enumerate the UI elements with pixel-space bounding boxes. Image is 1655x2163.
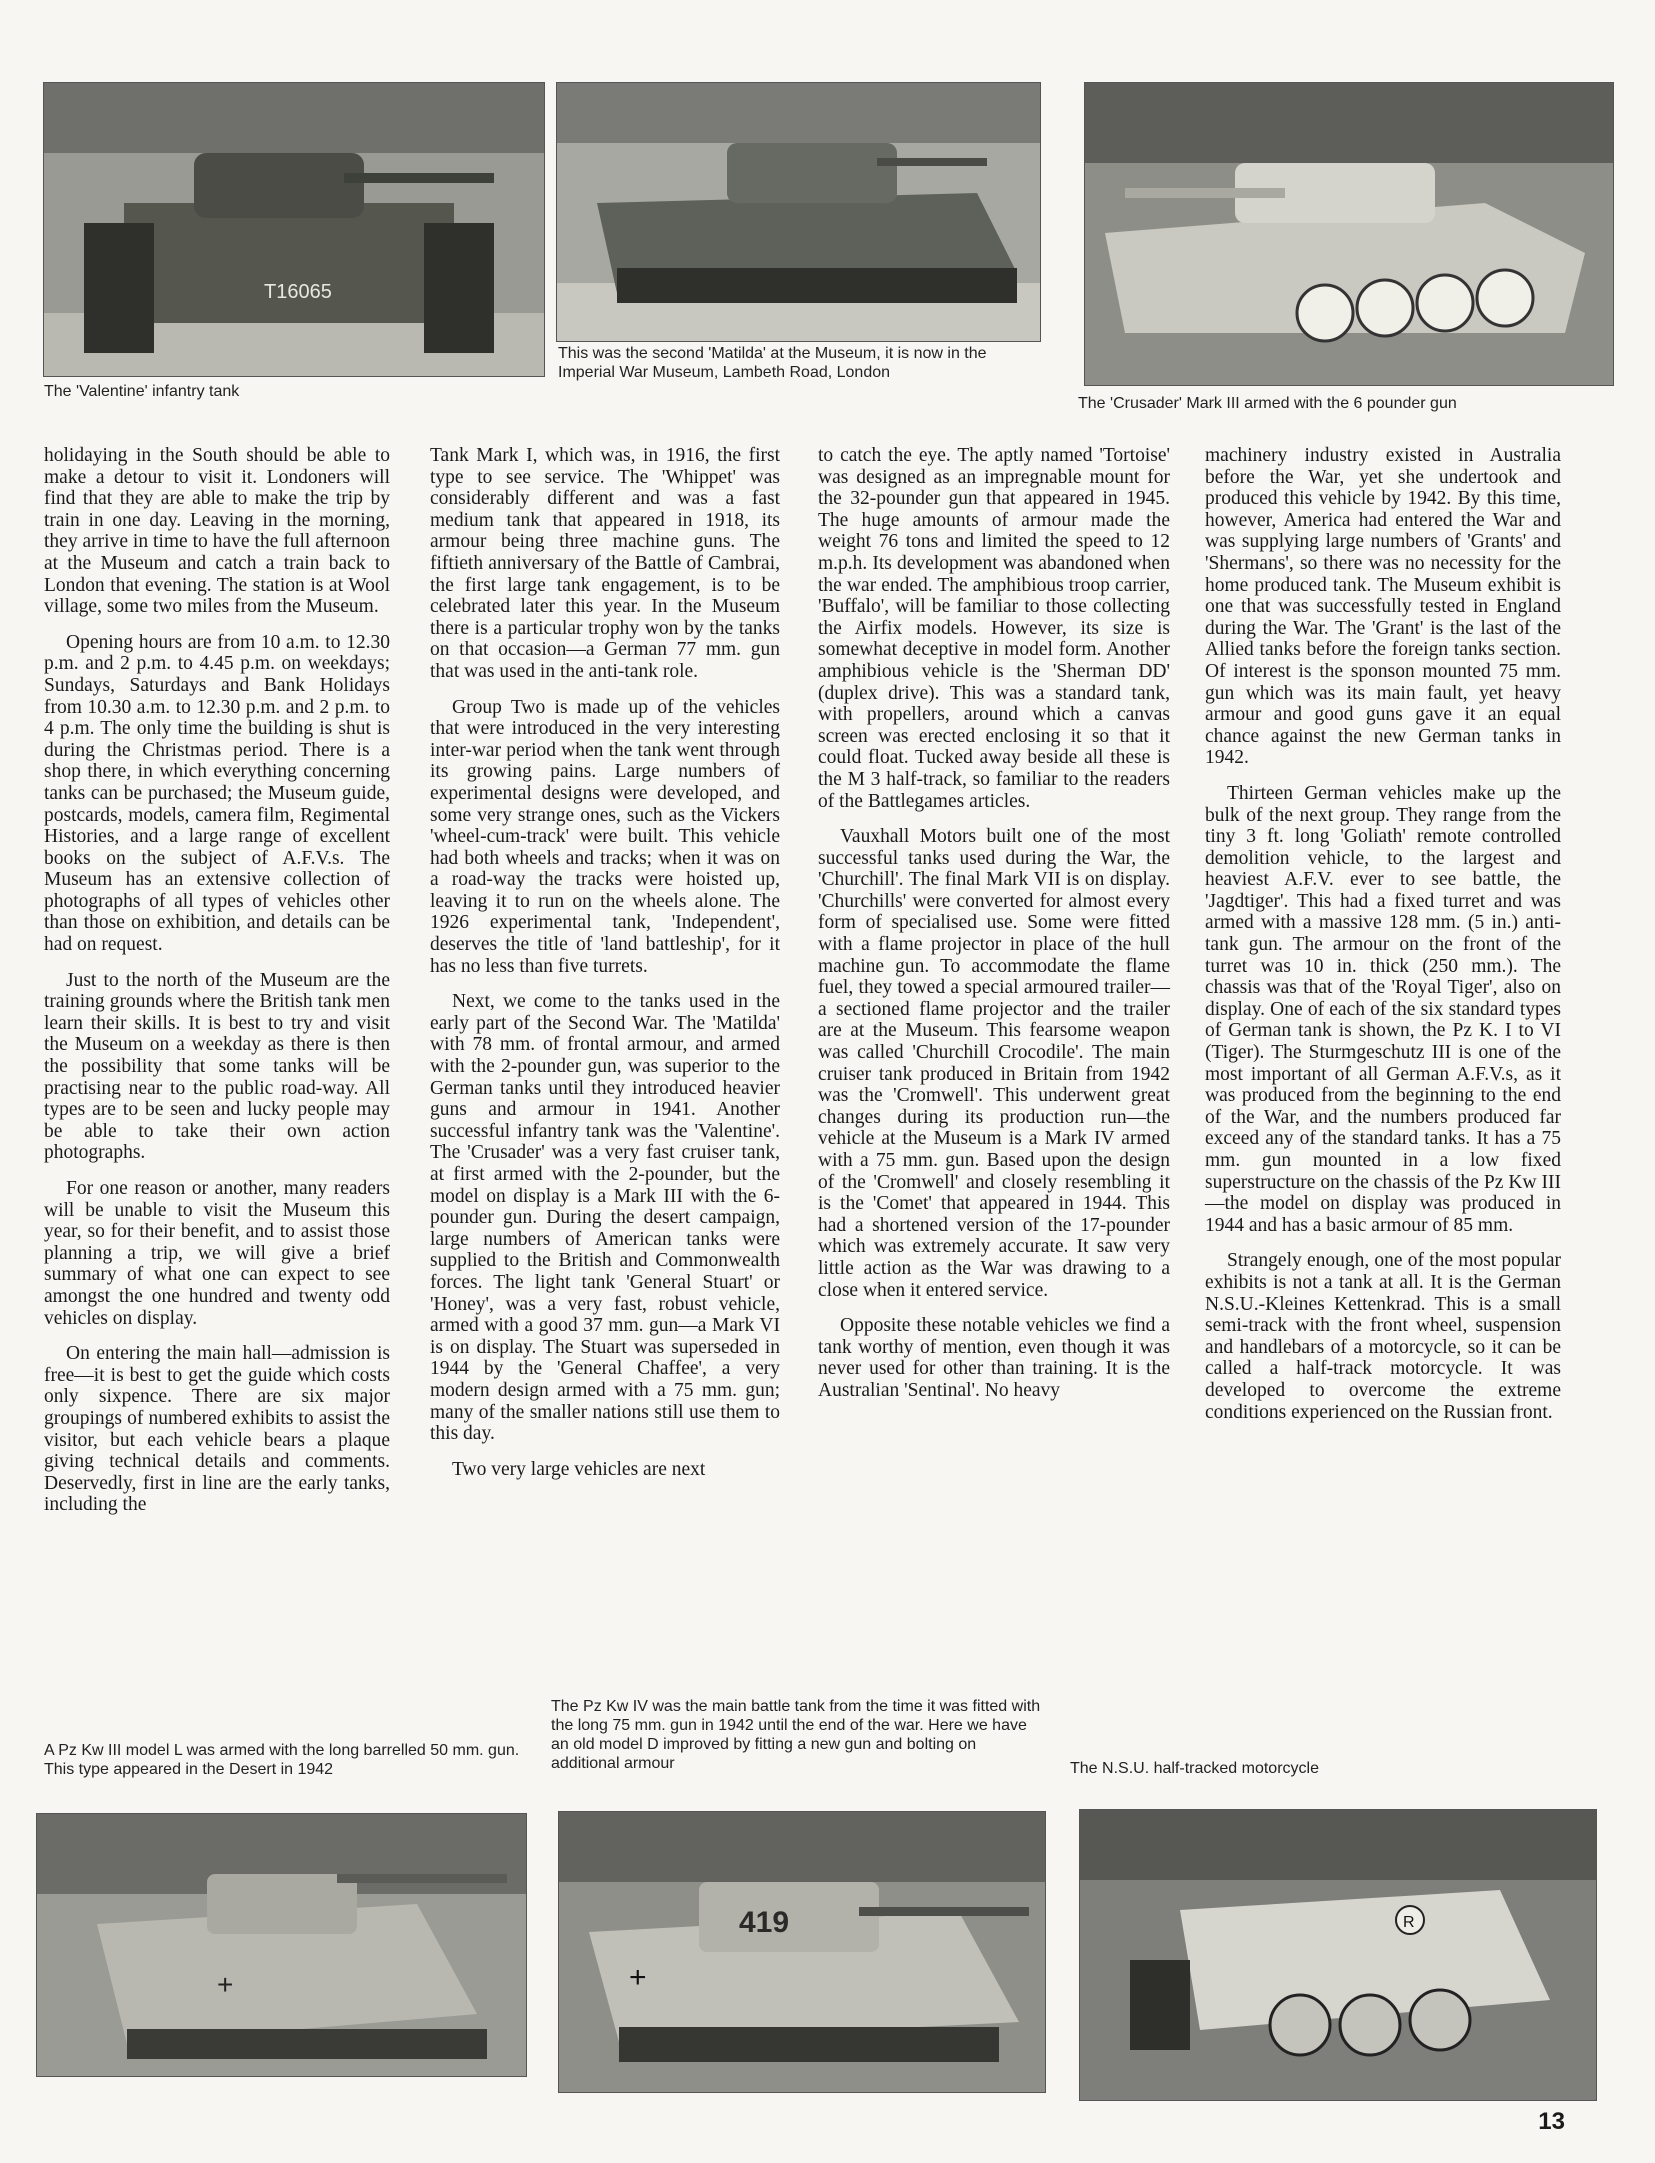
svg-text:+: + xyxy=(217,1969,234,2000)
paragraph: Next, we come to the tanks used in the early part of the Second War. The 'Matilda' with 78 mm. of frontal armour, and armed with the 2-pounder gun, was superior to the German tanks until they introduced heavier guns and armour in 1941. Another successful infantry tank was the 'Valentine'. The 'Crusader' was a very fast cruiser tank, at first armed with the 2-pounder, but the model on display is a Mark III with the 6-pounder gun. During the desert campaign, large numbers of American tanks were supplied to the British and Commonwealth forces. The light tank 'General Stuart' or 'Honey', was a very fast, robust vehicle, armed with a good 37 mm. gun—a Mark VI is on display. The Stuart was superseded in 1944 by the 'General Chaffee', a very modern design armed with a 75 mm. gun; many of the smaller nations still use them to this day. xyxy=(430,991,780,1445)
photo-crusader-tank xyxy=(1084,82,1614,386)
column-2 xyxy=(430,445,780,1494)
paragraph: Strangely enough, one of the most popular exhibits is not a tank at all. It is the German N.S.U.-Kleines Kettenkrad. This is a small semi-track with the front wheel, suspension and handlebars of a motorcycle, so it can be called a half-track motorcycle. It was developed to overcome the extreme conditions experienced on the Russian front. xyxy=(1205,1250,1561,1423)
paragraph: Two very large vehicles are next xyxy=(452,1458,706,1480)
paragraph: to catch the eye. The aptly named 'Tortoise' was designed as an impregnable mount for the 32-pounder gun that appeared in 1945. The huge amounts of armour made the weight 76 tons and limited the speed to 12 m.p.h. Its development was abandoned when the war ended. The amphibious troop carrier, 'Buffalo', will be familiar to those collecting the Airfix models. However, its size is somewhat deceptive in model form. Another amphibious vehicle is the 'Sherman DD' (duplex drive). This was a standard tank, with propellers, around which a canvas screen was erected enclosing it so that it could float. Tucked away beside all these is the M 3 half-track, so familiar to the readers of the Battlegames articles. xyxy=(818,445,1170,812)
photo-valentine-tank xyxy=(43,82,545,377)
paragraph: Group Two is made up of the vehicles that were introduced in the very interesting inter-war period when the tank went through its growing pains. Large numbers of experimental designs were developed, and some very strange ones, such as the Vickers 'wheel-cum-track' were built. This vehicle had both wheels and tracks; when it was on a road-way the tracks were hoisted up, leaving it to run on the wheels alone. The 1926 experimental tank, 'Independent', deserves the title of 'land battleship', for it has no less than five turrets. xyxy=(430,696,780,977)
caption-valentine: The 'Valentine' infantry tank xyxy=(44,383,240,400)
photo-pz-kw-iii xyxy=(36,1813,527,2077)
caption-matilda: This was the second 'Matilda' at the Museum, it is now in the Imperial War Museum, Lambeth Road, London xyxy=(558,345,987,381)
paragraph: machinery industry existed in Australia before the War, yet she undertook and produced this vehicle by 1942. By this time, however, America had entered the War and was supplying large numbers of 'Grants' and 'Shermans', so there was no necessity for the home produced tank. The Museum exhibit is one that was successfully tested in England during the War. The 'Grant' is the last of the Allied tanks before the foreign tanks section. Of interest is the sponson mounted 75 mm. gun which was its main fault, yet heavy armour and good guns gave it an equal chance against the new German tanks in 1942. xyxy=(1205,445,1561,769)
caption-pz3: A Pz Kw III model L was armed with the long barrelled 50 mm. gun. This type appeared in the Desert in 1942 xyxy=(44,1742,520,1778)
paragraph: For one reason or another, many readers will be unable to visit the Museum this year, so for their benefit, and to assist those planning a trip, we will give a brief summary of what one can expect to see amongst the one hundred and twenty odd vehicles on display. xyxy=(44,1178,390,1329)
caption-pz4: The Pz Kw IV was the main battle tank from the time it was fitted with the long 75 mm. gun in 1942 until the end of the war. Here we have an old model D improved by fitting a new gun and bolting on additional armour xyxy=(551,1698,1041,1772)
caption-crusader: The 'Crusader' Mark III armed with the 6 pounder gun xyxy=(1078,395,1457,412)
paragraph: Vauxhall Motors built one of the most successful tanks used during the War, the 'Churchill'. The final Mark VII is on display. 'Churchills' were converted for almost every form of specialised use. Some were fitted with a flame projector in place of the hull machine gun. To accommodate the flame fuel, they towed a special armoured trailer—a sectioned flame projector and the trailer are at the Museum. This fearsome weapon was called 'Churchill Crocodile'. The main cruiser tank produced in Britain from 1942 was the 'Cromwell'. This underwent great changes during its production run—the vehicle at the Museum is a Mark IV armed with a 75 mm. gun. Based upon the design of the 'Cromwell' and closely resembling it is the 'Comet' that appeared in 1944. This had a shortened version of the 17-pounder which was extremely accurate. It saw very little action as the War was drawing to a close when it entered service. xyxy=(818,826,1170,1301)
paragraph: Opening hours are from 10 a.m. to 12.30 p.m. and 2 p.m. to 4.45 p.m. on weekdays; Sundays, Saturdays and Bank Holidays from 10.30 a.m. to 12.30 p.m. and 2 p.m. to 4 p.m. The only time the building is shut is during the Christmas period. There is a shop there, in which everything concerning tanks can be purchased; the Museum guide, postcards, models, camera film, Regimental Histories, and a large range of excellent books on the subject of A.F.V.s. The Museum has an extensive collection of photographs of all types of vehicles other than those on exhibition, and details can be had on request. xyxy=(44,631,390,956)
column-1 xyxy=(44,445,390,1530)
paragraph: Opposite these notable vehicles we find a tank worthy of mention, even though it was never used for other than training. It is the Australian 'Sentinal'. No heavy xyxy=(818,1315,1170,1401)
caption-nsu: The N.S.U. half-tracked motorcycle xyxy=(1070,1760,1319,1777)
tank-marking: 419 xyxy=(739,1906,790,1939)
column-3 xyxy=(818,445,1170,1416)
page-number: 13 xyxy=(1538,2108,1565,2135)
vehicle-marking: R xyxy=(1403,1914,1415,1931)
paragraph: On entering the main hall—admission is free—it is best to get the guide which costs only sixpence. There are six major groupings of numbered exhibits to assist the visitor, but each vehicle bears a plaque giving technical details and comments. Deservedly, first in line are the early tanks, including the xyxy=(44,1343,390,1516)
paragraph: Thirteen German vehicles make up the bulk of the next group. They range from the tiny 3 ft. long 'Goliath' remote controlled demolition vehicle, to the largest and heaviest A.F.V. ever to see battle, the 'Jagdtiger'. This had a fixed turret and was armed with a massive 128 mm. (5 in.) anti-tank gun. The armour on the front of the turret was 10 in. thick (250 mm.). The chassis was that of the 'Royal Tiger', also on display. One of each of the six standard types of German tank is shown, the Pz K. I to VI (Tiger). The Sturmgeschutz III is one of the most important of all German A.F.V.s, as it was produced from the beginning to the end of the War, and the numbers produced far exceed any of the standard tanks. It has a 75 mm. gun mounted in a low fixed superstructure on the chassis of the Pz Kw III—the model on display was produced in 1944 and has a basic armour of 85 mm. xyxy=(1205,782,1561,1236)
photo-nsu-kettenkrad xyxy=(1079,1809,1597,2101)
paragraph: Tank Mark I, which was, in 1916, the first type to see service. The 'Whippet' was considerably different and was a fast medium tank that appeared in 1918, its armour being three machine guns. The fiftieth anniversary of the Battle of Cambrai, the first large tank engagement, is to be celebrated later this year. In the Museum there is a particular trophy won by the tanks on that occasion—a German 77 mm. gun that was used in the anti-tank role. xyxy=(430,445,780,682)
tank-marking: T16065 xyxy=(264,281,332,303)
svg-text:+: + xyxy=(629,1961,647,1994)
photo-pz-kw-iv xyxy=(558,1811,1046,2093)
photo-matilda-tank xyxy=(556,82,1041,342)
paragraph: holidaying in the South should be able to make a detour to visit it. Londoners will find that they are able to make the trip by train in one day. Leaving in the morning, they arrive in time to have the full afternoon at the Museum and catch a train back to London that evening. The station is at Wool village, some two miles from the Museum. xyxy=(44,445,390,618)
column-4 xyxy=(1205,445,1561,1437)
paragraph: Just to the north of the Museum are the training grounds where the British tank men learn their skills. It is best to try and visit the Museum on a weekday as there is then the possibility that some tanks will be practising near to the public road-way. All types are to be seen and lucky people may be able to take their own action photographs. xyxy=(44,969,390,1164)
